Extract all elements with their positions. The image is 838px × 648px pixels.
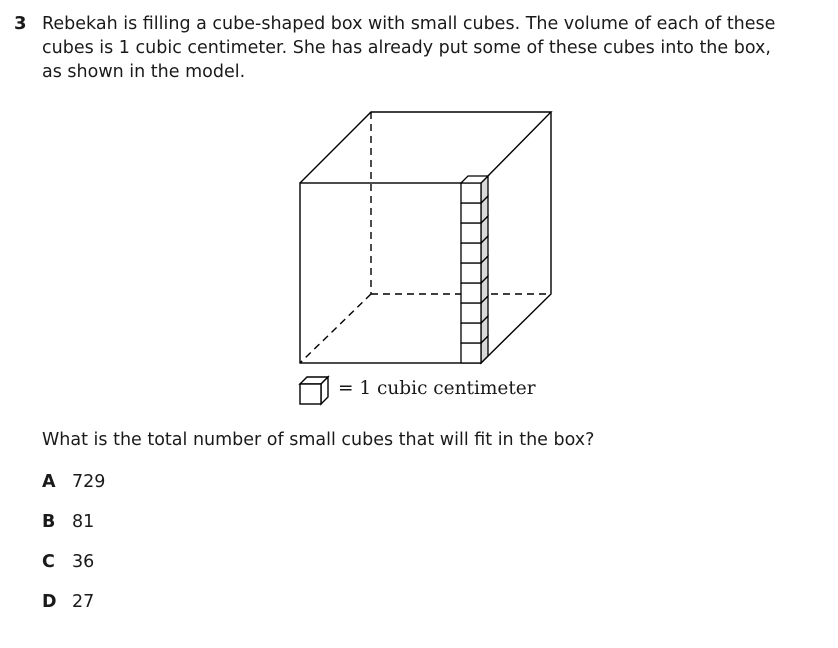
box-right-face <box>481 112 551 363</box>
choice-b-letter: B <box>42 512 56 532</box>
choice-b[interactable] <box>42 510 105 550</box>
small-cube <box>461 176 488 203</box>
small-cube-column <box>461 176 488 363</box>
choice-c[interactable] <box>42 550 105 590</box>
question-number: 3 <box>14 13 27 34</box>
choice-c-value: 36 <box>72 552 95 572</box>
choice-d[interactable] <box>42 590 105 630</box>
choice-a[interactable] <box>42 470 105 510</box>
box-top-face <box>300 112 551 183</box>
question-line-3: as shown in the model. <box>42 62 246 82</box>
choice-a-letter: A <box>42 472 56 492</box>
answer-choices <box>42 470 105 630</box>
question-line-2: cubes is 1 cubic centimeter. She has already put some of these cubes into the box, <box>42 38 771 58</box>
choice-d-value: 27 <box>72 592 95 612</box>
question-line-1: Rebekah is filling a cube-shaped box with small cubes. The volume of each of these <box>42 14 776 34</box>
choice-c-letter: C <box>42 552 55 572</box>
question-prompt: What is the total number of small cubes that will fit in the box? <box>42 430 595 450</box>
legend-cube-icon <box>300 377 328 404</box>
legend-label: = 1 cubic centimeter <box>338 378 536 399</box>
hidden-edge-diagonal <box>300 294 371 363</box>
choice-b-value: 81 <box>72 512 95 532</box>
choice-d-letter: D <box>42 592 57 612</box>
choice-a-value: 729 <box>72 472 106 492</box>
